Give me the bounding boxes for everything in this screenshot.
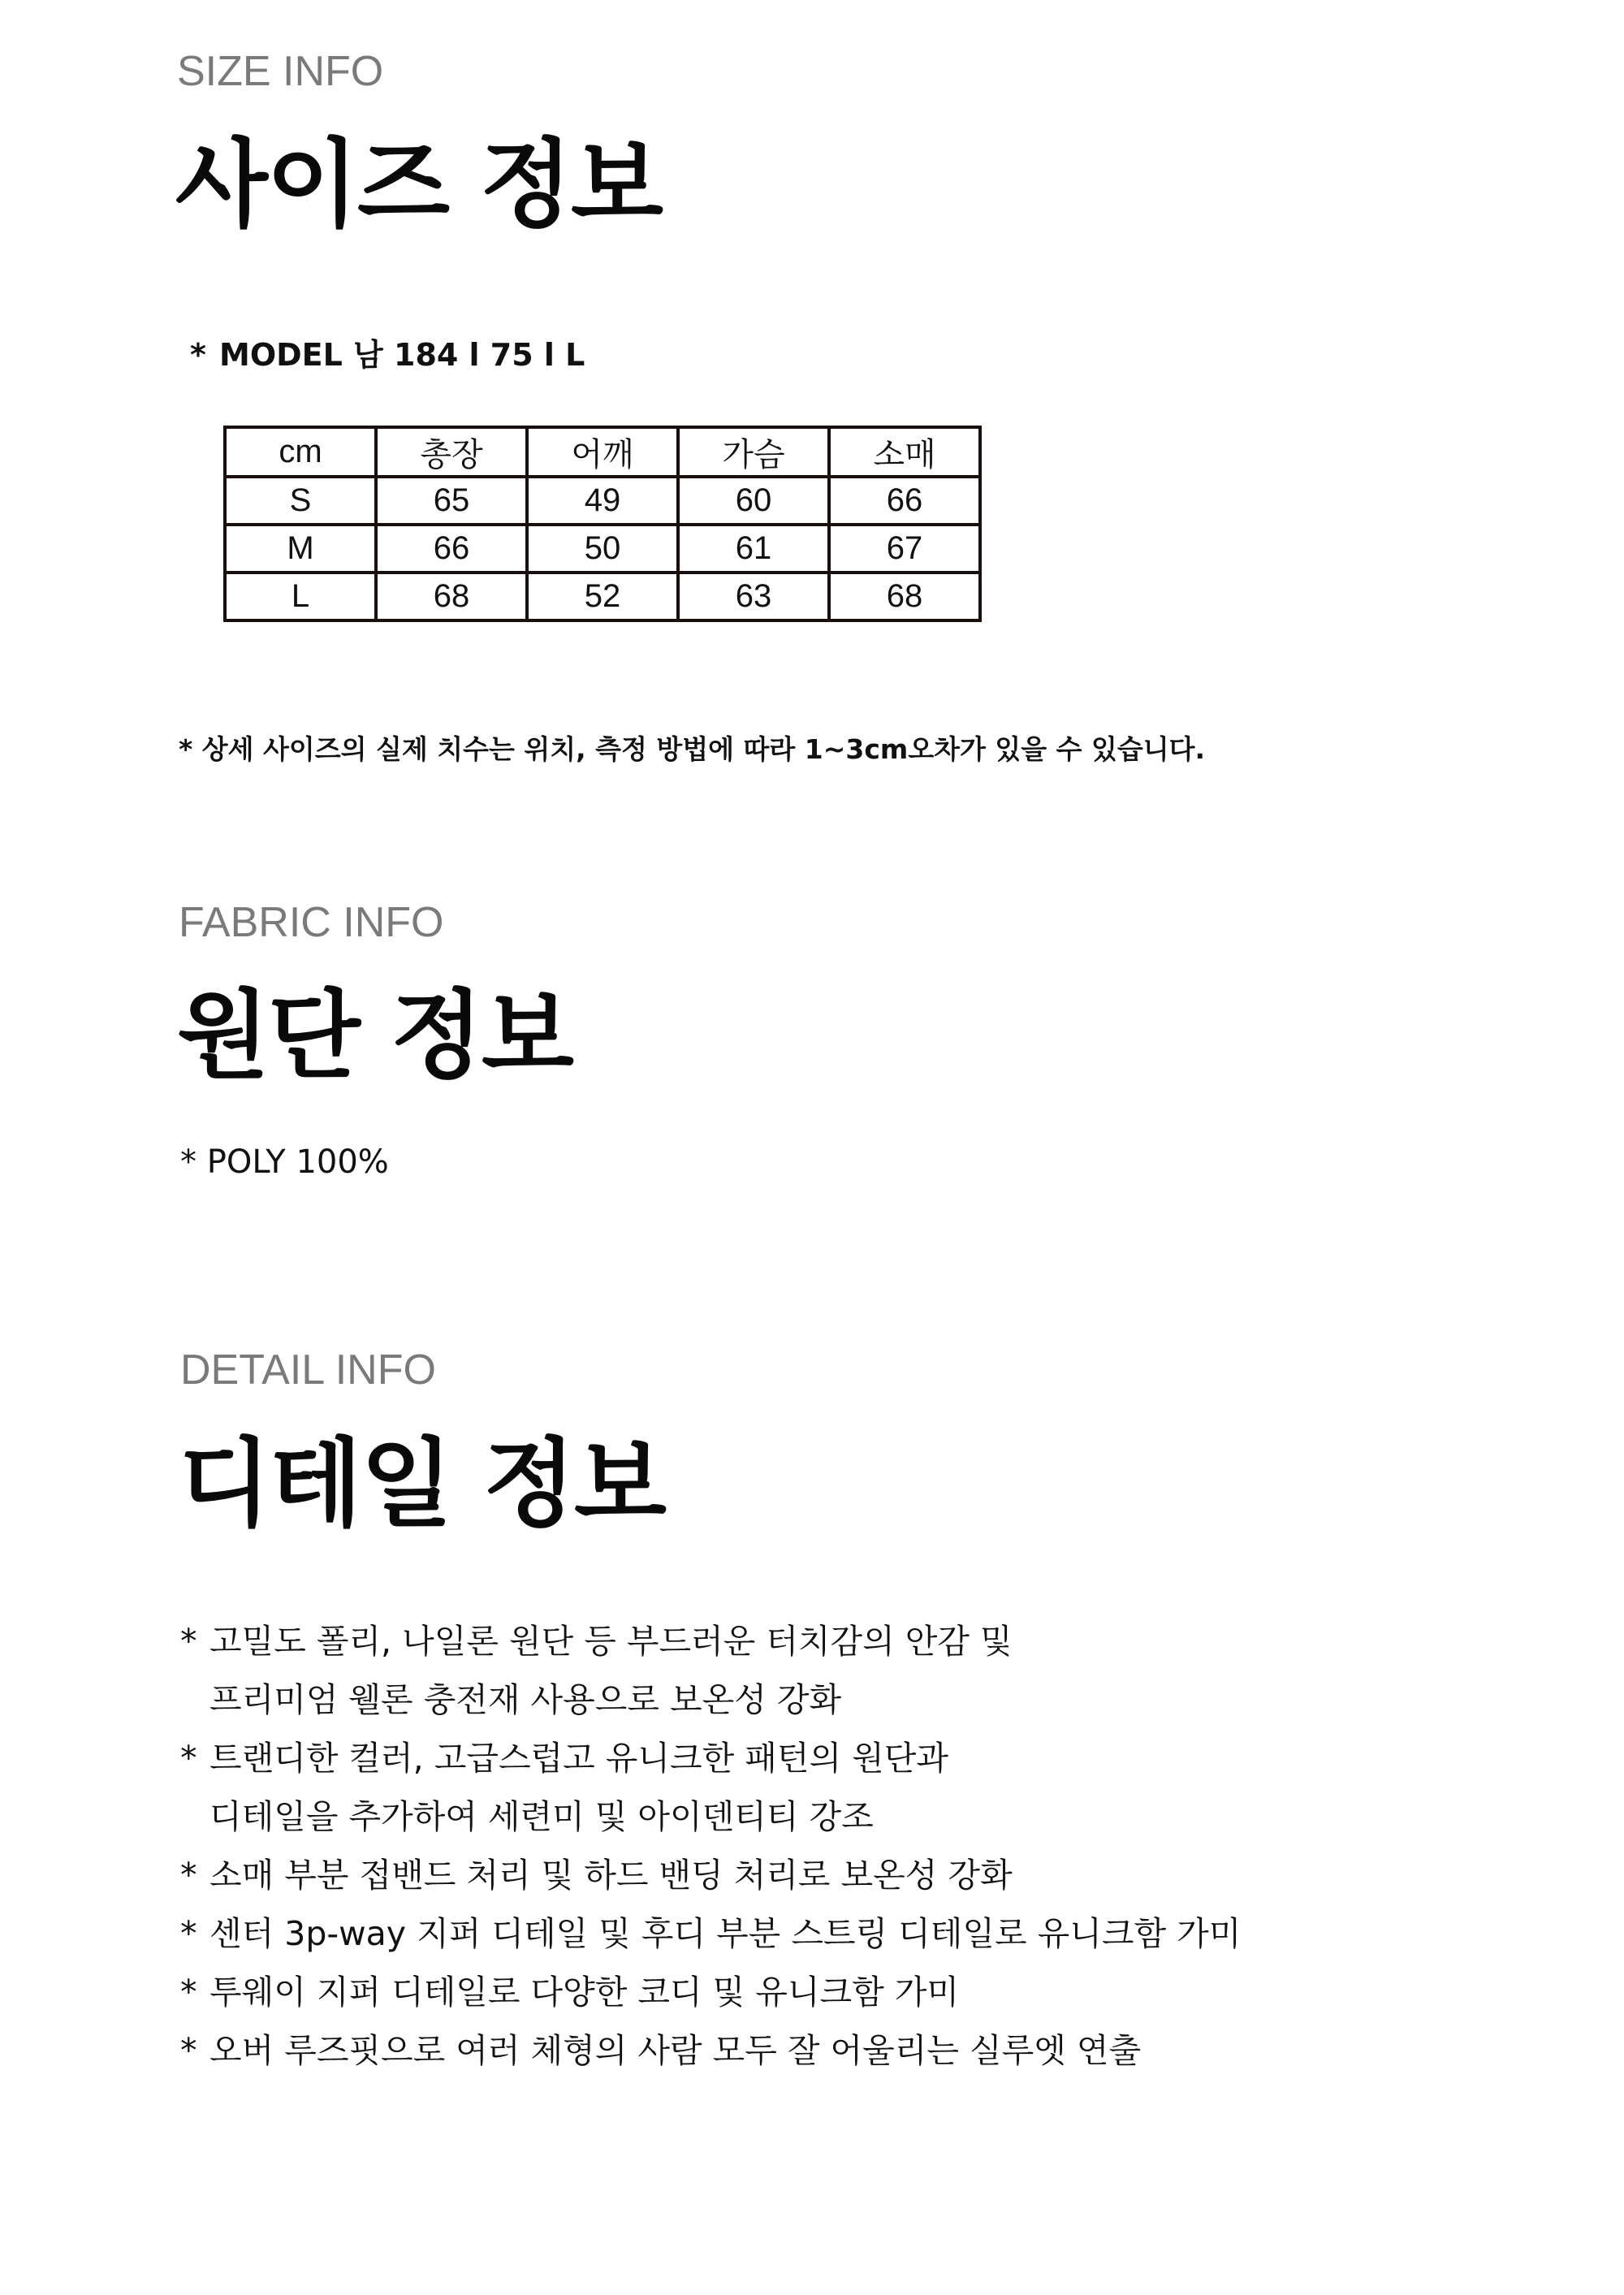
table-cell: 67 <box>829 525 980 573</box>
detail-item <box>180 1965 959 2013</box>
detail-text: 센터 3p-way 지퍼 디테일 및 후디 부분 스트링 디테일로 유니크함 가미 <box>209 1914 1242 1953</box>
detail-item <box>180 1614 1013 1662</box>
table-header-cell: 소매 <box>829 427 980 477</box>
detail-info-label: DETAIL INFO <box>180 1346 436 1394</box>
table-cell: 49 <box>527 477 678 525</box>
table-header-cell: 어깨 <box>527 427 678 477</box>
detail-text: 소매 부분 접밴드 처리 및 하드 밴딩 처리로 보온성 강화 <box>209 1856 1013 1895</box>
detail-item <box>180 1731 948 1779</box>
bullet-star: * <box>180 1914 197 1953</box>
table-cell: 52 <box>527 573 678 620</box>
bullet-star: * <box>180 1622 197 1661</box>
bullet-star: * <box>180 1973 197 2012</box>
table-cell: 63 <box>678 573 829 620</box>
detail-item <box>180 1848 1013 1896</box>
detail-item <box>180 2024 1141 2072</box>
detail-text: 오버 루즈핏으로 여러 체형의 사람 모두 잘 어울리는 실루엣 연출 <box>209 2031 1142 2070</box>
fabric-info-label: FABRIC INFO <box>179 899 444 946</box>
bullet-star: * <box>190 337 206 373</box>
model-text: MODEL 남 184 l 75 l L <box>219 337 585 373</box>
size-info-title: 사이즈 정보 <box>175 128 663 240</box>
table-header-cell: 총장 <box>376 427 527 477</box>
size-info-label: SIZE INFO <box>177 48 384 95</box>
size-note: * 상세 사이즈의 실제 치수는 위치, 측정 방법에 따라 1~3cm오차가 있을 수 있습니다. <box>179 733 1206 765</box>
table-cell: 61 <box>678 525 829 573</box>
detail-text: 트랜디한 컬러, 고급스럽고 유니크한 패턴의 원단과 <box>209 1739 948 1778</box>
table-row <box>225 573 980 620</box>
table-cell: M <box>225 525 376 573</box>
detail-text: 투웨이 지퍼 디테일로 다양한 코디 및 유니크함 가미 <box>209 1973 959 2012</box>
table-cell: 66 <box>376 525 527 573</box>
detail-item-continued: 프리미엄 웰론 충전재 사용으로 보온성 강화 <box>209 1680 842 1719</box>
bullet-star: * <box>180 1739 197 1778</box>
detail-info-title: 디테일 정보 <box>179 1428 666 1540</box>
bullet-star: * <box>180 1856 197 1895</box>
table-cell: 68 <box>829 573 980 620</box>
table-cell: L <box>225 573 376 620</box>
table-cell: S <box>225 477 376 525</box>
detail-item <box>180 1907 1241 1955</box>
fabric-composition: * POLY 100% <box>180 1143 389 1181</box>
bullet-star: * <box>180 2031 197 2070</box>
size-table <box>223 426 982 622</box>
table-row <box>225 477 980 525</box>
table-header-row <box>225 427 980 477</box>
table-cell: 60 <box>678 477 829 525</box>
table-cell: 50 <box>527 525 678 573</box>
fabric-info-title: 원단 정보 <box>177 979 573 1091</box>
table-cell: 68 <box>376 573 527 620</box>
table-header-cell: cm <box>225 427 376 477</box>
model-info <box>190 330 585 374</box>
table-header-cell: 가슴 <box>678 427 829 477</box>
detail-text: 고밀도 폴리, 나일론 원단 등 부드러운 터치감의 안감 및 <box>209 1622 1013 1661</box>
table-cell: 65 <box>376 477 527 525</box>
table-cell: 66 <box>829 477 980 525</box>
table-row <box>225 525 980 573</box>
detail-item-continued: 디테일을 추가하여 세련미 및 아이덴티티 강조 <box>209 1797 874 1836</box>
